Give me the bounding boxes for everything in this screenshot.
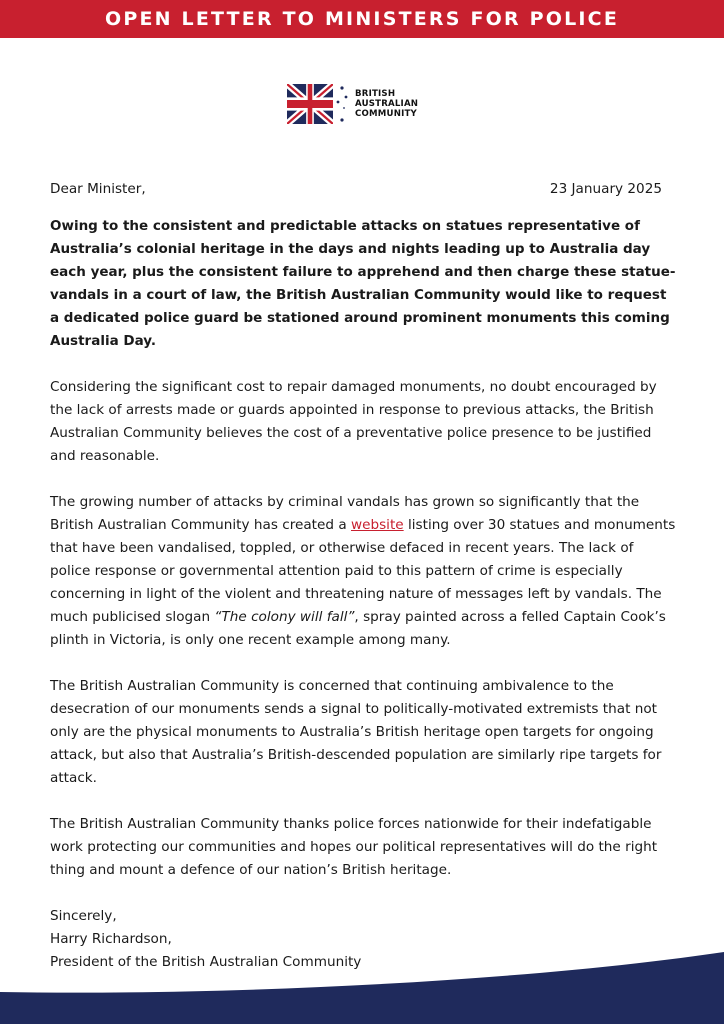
- signer-title: President of the British Australian Community: [50, 954, 362, 970]
- banner-title: OPEN LETTER TO MINISTERS FOR POLICE: [104, 8, 620, 30]
- signer-name: Harry Richardson,: [50, 931, 172, 947]
- footer-wave: [0, 944, 724, 1024]
- paragraph-concern: The British Australian Community is concerned that continuing ambivalence to the desecration of our monuments sends a signal to politically-motivated extremists that not only are the physical monuments to Australia’s British heritage open targets for ongoing attack, but also that Australia’s British-descended population are similarly ripe targets for attack.: [50, 678, 662, 786]
- paragraph-cost: Considering the significant cost to repair damaged monuments, no doubt encouraged by the lack of arrests made or guards appointed in response to previous attacks, the British Australian Community believes the cost of a preventative police presence to be justified and reasonable.: [50, 379, 657, 464]
- paragraph-attacks-text-3: , spray painted across a felled Captain Cook’s plinth in Victoria, is only one recent example among many.: [50, 609, 666, 648]
- salutation: Dear Minister,: [50, 181, 146, 197]
- logo-line-3: COMMUNITY: [355, 109, 417, 119]
- letter-body: [50, 178, 676, 974]
- paragraph-attacks-text-2: listing over 30 statues and monuments that have been vandalised, toppled, or otherwise defaced in recent years. The lack of police response or governmental attention paid to this pattern of crime is especially concerning in light of the violent and threatening nature of messages left by vandals. The much publicised slogan: [50, 517, 676, 625]
- header-banner: [0, 0, 724, 38]
- intro-paragraph: Owing to the consistent and predictable attacks on statues representative of Australia’s colonial heritage in the days and nights leading up to Australia day each year, plus the consistent failure to apprehend and then charge these statue-vandals in a court of law, the British Australian Community would like to request a dedicated police guard be stationed around prominent monuments this coming Australia Day.: [50, 218, 676, 349]
- paragraph-thanks: The British Australian Community thanks police forces nationwide for their indefatigable work protecting our communities and hopes our political representatives will do the right thing and mount a defence of our nation’s British heritage.: [50, 816, 658, 878]
- website-link[interactable]: website: [350, 517, 404, 533]
- letter-date: 23 January 2025: [549, 181, 662, 197]
- southern-cross-stars-icon: [335, 84, 349, 124]
- logo-line-2: AUSTRALIAN: [355, 99, 419, 109]
- logo-line-1: BRITISH: [355, 89, 396, 99]
- logo-wordmark: [355, 89, 418, 119]
- organisation-logo: [287, 84, 418, 124]
- union-jack-flag-icon: [287, 84, 333, 124]
- closing: Sincerely,: [50, 908, 117, 924]
- letter-header-row: [50, 178, 676, 201]
- slogan-quote: “The colony will fall”: [214, 609, 355, 625]
- paragraph-attacks-text-1: The growing number of attacks by criminal vandals has grown so significantly that the British Australian Community has created a: [50, 494, 640, 533]
- paragraph-attacks: [50, 491, 676, 652]
